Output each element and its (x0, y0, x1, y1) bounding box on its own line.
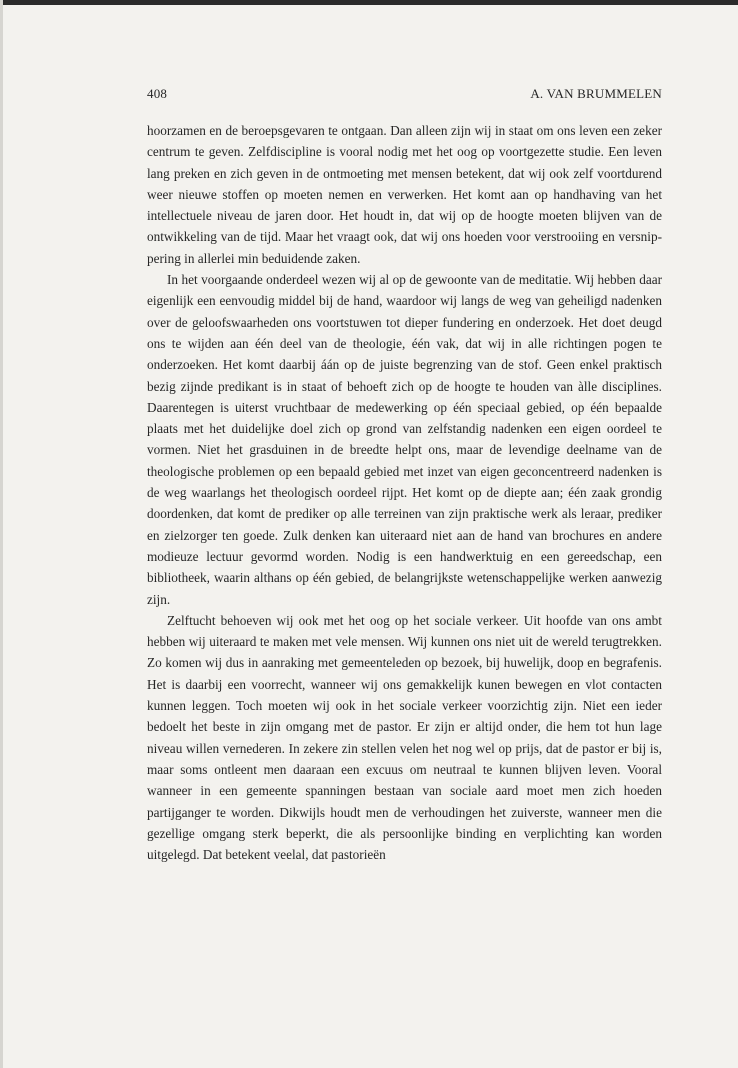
scan-top-border (0, 0, 738, 5)
body-text (147, 120, 662, 865)
running-title: A. VAN BRUMMELEN (530, 86, 662, 101)
scan-left-edge (0, 0, 3, 1068)
running-header (147, 86, 662, 102)
paragraph-continued: hoorzamen en de beroepsgevaren te ontgaan. Dan alleen zijn wij in staat om ons leven een zeker centrum te geven. Zelfdiscipline is vooral nodig met het oog op voortgezette studie. Een leven lang preken en zich geven in de ontmoeting met mensen betekent, dat wij ook zelf voortdurend weer nieuwe stoffen op moeten nemen en verwerken. Het komt aan op handhaving van het intellectuele niveau de jaren door. Het houdt in, dat wij op de hoogte moeten blijven van de ontwikkeling van de tijd. Maar het vraagt ook, dat wij ons hoeden voor verstrooiing en versnippering in allerlei min beduidende zaken. (147, 123, 662, 266)
page-number: 408 (147, 86, 168, 101)
book-page (147, 86, 662, 865)
paragraph-meditation: In het voorgaande onderdeel wezen wij al op de gewoonte van de meditatie. Wij hebben daar eigenlijk een eenvoudig middel bij de hand, waardoor wij langs de weg van geheiligd nadenken over de geloofswaarheden ons voortstuwen tot dieper fundering en onderzoek. Het doet deugd ons te wijden aan één deel van de theologie, één vak, dat wij in alle richtingen pogen te onderzoeken. Het komt daarbij áán op de juiste begrenzing van de stof. Geen enkel praktisch bezig zijnde predikant is in staat of behoeft zich op de hoogte te houden van àlle disciplines. Daarentegen is uiterst vruchtbaar de medewerking op één speciaal gebied, op één bepaalde plaats met het duidelijke doel zich op grond van zelfstandig nadenken een eigen oordeel te vormen. Niet het grasduinen in de breedte helpt ons, maar de levendige deelname van de theologische problemen op een bepaald gebied met inzet van eigen geconcentreerd nadenken is de weg waarlangs het theologisch oordeel rijpt. Het komt op de diepte aan; één zaak grondig doordenken, dat komt de prediker op alle terreinen van zijn praktische werk als leraar, prediker en zielzorger ten goede. Zulk denken kan uiteraard niet aan de hand van brochures en andere modieuze lectuur gevormd worden. Nodig is een handwerktuig en een gereedschap, een bibliotheek, waarin althans op één gebied, de belangrijkste wetenschappelijke werken aanwezig zijn. (147, 272, 662, 607)
paragraph-social: Zelftucht behoeven wij ook met het oog op het sociale verkeer. Uit hoofde van ons ambt hebben wij uiteraard te maken met vele mensen. Wij kunnen ons niet uit de wereld terugtrekken. Zo komen wij dus in aanraking met gemeenteleden op bezoek, bij huwelijk, doop en begrafenis. Het is daarbij een voorrecht, wanneer wij ons gemakkelijk kunen bewegen en vlot contacten kunnen leggen. Toch moeten wij ook in het sociale verkeer voorzichtig zijn. Niet een ieder bedoelt het beste in zijn omgang met de pastor. Er zijn er altijd onder, die hem tot hun lage niveau willen vernederen. In zekere zin stellen velen het nog wel op prijs, dat de pastor er bij is, maar soms ontleent men daaraan een excuus om neutraal te kunnen blijven leven. Vooral wanneer in een gemeente spanningen bestaan van sociale aard moet men zich hoeden partijganger te worden. Dikwijls houdt men de verhoudingen het zuiverste, wanneer men die gezellige omgang sterk beperkt, die als persoonlijke binding en verplichting kan worden uitgelegd. Dat betekent veelal, dat pastorieën (147, 612, 662, 863)
